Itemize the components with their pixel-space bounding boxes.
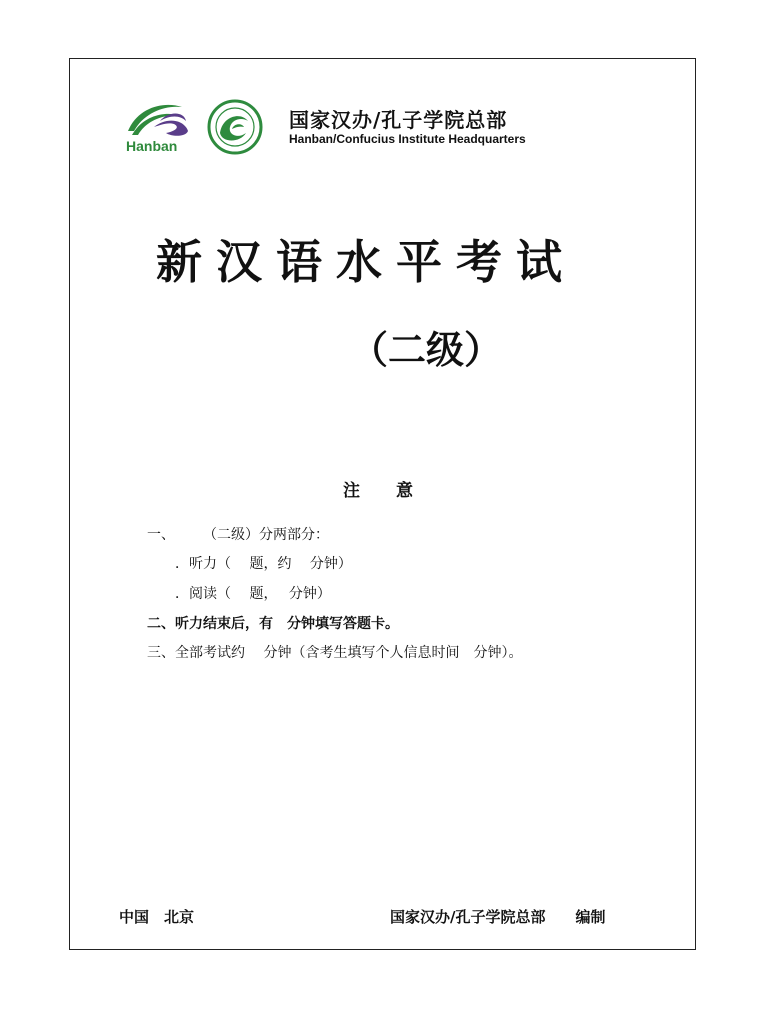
hanban-logo xyxy=(124,97,196,155)
exam-level: （二级） xyxy=(350,327,503,372)
org-name-english: Hanban/Confucius Institute Headquarters xyxy=(289,132,526,146)
notice-item-listening: ．听力（ 题，约 分钟） xyxy=(147,556,352,572)
notice-heading: 注意 xyxy=(343,481,449,501)
notice-item-1: 一、 （二级）分两部分： xyxy=(147,527,329,543)
confucius-institute-logo xyxy=(206,99,264,155)
org-name-chinese: 国家汉办/孔子学院总部 xyxy=(289,108,508,132)
footer-location: 中国 北京 xyxy=(119,908,195,926)
hanban-logo-text: Hanban xyxy=(126,138,178,154)
notice-item-2: 二、听力结束后，有 分钟填写答题卡。 xyxy=(147,616,399,632)
exam-title: 新汉语水平考试 xyxy=(156,235,576,289)
notice-item-reading: ．阅读（ 题， 分钟） xyxy=(147,586,331,602)
logo-group xyxy=(124,97,274,157)
footer-compiler: 国家汉办/孔子学院总部 编制 xyxy=(390,908,606,926)
notice-item-3: 三、全部考试约 分钟（含考生填写个人信息时间 分钟）。 xyxy=(147,645,523,661)
page-frame xyxy=(69,58,696,950)
